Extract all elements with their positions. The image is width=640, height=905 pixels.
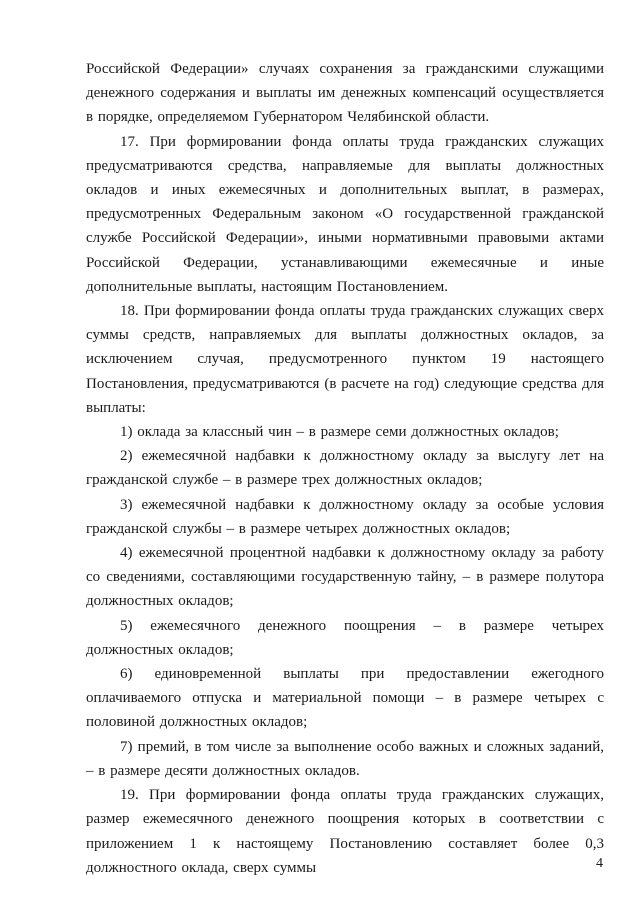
paragraph-17: 17. При формировании фонда оплаты труда гражданских служащих предусматриваются средства, направляемые для выплаты должностных окладов и иных ежемесячных и дополнительных выплат, в размерах, предусмотренных Федеральным законом «О государственной гражданской службе Российской Федерации», иными нормативными правовыми актами Российской Федерации, устанавливающими ежемесячные и иные дополнительные выплаты, настоящим Постановлением.: [86, 133, 604, 295]
page-number: 4: [596, 856, 603, 871]
list-item-7: 7) премий, в том числе за выполнение особо важных и сложных заданий, – в размере десяти должностных окладов.: [86, 738, 604, 779]
list-item-2: 2) ежемесячной надбавки к должностному окладу за выслугу лет на гражданской службе – в размере трех должностных окладов;: [86, 448, 604, 489]
list-item-6: 6) единовременной выплаты при предоставлении ежегодного оплачиваемого отпуска и материальной помощи – в размере четырех с половиной должностных окладов;: [86, 666, 604, 731]
list-item-4: 4) ежемесячной процентной надбавки к должностному окладу за работу со сведениями, составляющими государственную тайну, – в размере полутора должностных окладов;: [86, 545, 604, 610]
list-item-1: 1) оклада за классный чин – в размере семи должностных окладов;: [120, 424, 559, 441]
paragraph-continuation: Российской Федерации» случаях сохранения за гражданскими служащими денежного содержания и выплаты им денежных компенсаций осуществляется в порядке, определяемом Губернатором Челябинской области.: [86, 61, 604, 126]
paragraph-19: 19. При формировании фонда оплаты труда гражданских служащих, размер ежемесячного денежного поощрения которых в соответствии с приложением 1 к настоящему Постановлению составляет более 0,3 должностного оклада, сверх суммы: [86, 787, 604, 876]
paragraph-18: 18. При формировании фонда оплаты труда гражданских служащих сверх суммы средств, направляемых для выплаты должностных окладов, за исключением случая, предусмотренного пунктом 19 настоящего Постановления, предусматриваются (в расчете на год) следующие средства для выплаты:: [86, 303, 604, 416]
list-item-3: 3) ежемесячной надбавки к должностному окладу за особые условия гражданской службы – в размере четырех должностных окладов;: [86, 496, 604, 537]
document-body: [86, 57, 604, 880]
list-item-5: 5) ежемесячного денежного поощрения – в размере четырех должностных окладов;: [86, 617, 604, 658]
